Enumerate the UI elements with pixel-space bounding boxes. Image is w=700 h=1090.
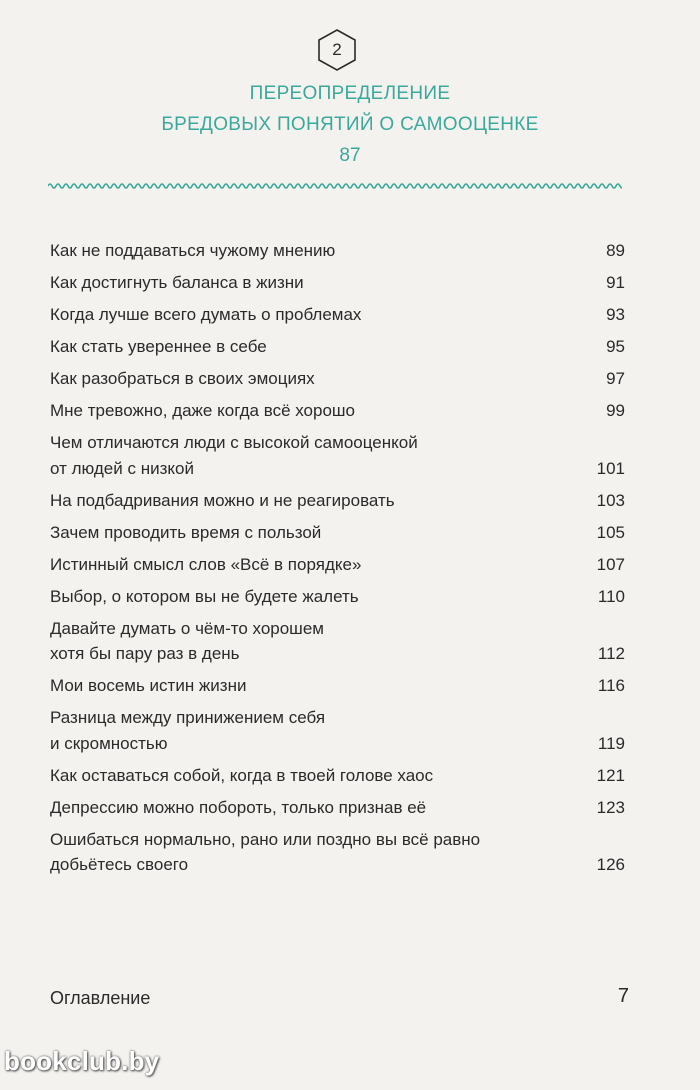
toc-entry-title: Ошибаться нормально, рано или поздно вы всё равно добьётесь своего	[50, 829, 481, 874]
toc-entry-page: 91	[606, 273, 625, 292]
watermark-logo: bookclub.by	[4, 1046, 160, 1076]
toc-entry	[50, 398, 625, 424]
toc-entry-page: 116	[597, 676, 625, 695]
toc-entry-title: Как достигнуть баланса в жизни	[50, 273, 304, 292]
toc-entry	[50, 705, 625, 756]
toc-entry	[50, 616, 625, 667]
toc-entry	[50, 552, 625, 578]
toc-entry	[50, 270, 625, 296]
toc-entry-page: 107	[596, 554, 625, 574]
toc-entry	[50, 302, 625, 328]
toc-entry	[50, 763, 625, 789]
toc-entry-page: 126	[596, 855, 625, 874]
chapter-page-number: 87	[339, 145, 361, 166]
toc-entry	[50, 488, 625, 514]
table-of-contents	[50, 238, 625, 884]
toc-entry	[50, 673, 625, 699]
chapter-title-line1: ПЕРЕОПРЕДЕЛЕНИЕ	[249, 83, 451, 104]
toc-entry	[50, 366, 625, 392]
toc-entry-title: Как не поддаваться чужому мнению	[50, 241, 336, 260]
toc-entry-title: Выбор, о котором вы не будете жалеть	[50, 586, 359, 606]
toc-entry-title: Когда лучше всего думать о проблемах	[50, 305, 362, 324]
chapter-number-badge	[316, 28, 358, 72]
toc-entry-title: Депрессию можно побороть, только признав её	[50, 797, 427, 817]
running-footer-label: Оглавление	[50, 988, 151, 1008]
toc-entry-page: 110	[597, 586, 625, 606]
toc-entry-title: Как стать увереннее в себе	[50, 337, 267, 356]
toc-entry-title: Истинный смысл слов «Всё в порядке»	[50, 554, 362, 574]
toc-entry	[50, 334, 625, 360]
toc-entry	[50, 584, 625, 610]
toc-entry-page: 112	[597, 644, 625, 663]
toc-entry-title: На подбадривания можно и не реагировать	[50, 490, 395, 510]
toc-entry-title: Мои восемь истин жизни	[50, 676, 247, 695]
toc-entry	[50, 238, 625, 264]
toc-entry-title: Чем отличаются люди с высокой самооценкой от людей с низкой	[50, 433, 418, 478]
toc-entry-title: Мне тревожно, даже когда всё хорошо	[50, 401, 356, 420]
toc-entry-page: 105	[596, 522, 625, 542]
toc-entry-title: Зачем проводить время с пользой	[50, 522, 322, 542]
toc-entry-title: Разница между принижением себя и скромностью	[50, 708, 326, 753]
toc-entry-page: 95	[606, 337, 625, 356]
toc-entry-page: 97	[606, 369, 625, 388]
toc-entry-page: 89	[606, 241, 625, 260]
toc-entry-page: 123	[596, 797, 625, 817]
toc-entry-page: 99	[606, 401, 625, 420]
toc-entry-title: Как разобраться в своих эмоциях	[50, 369, 315, 388]
toc-entry-page: 93	[606, 305, 625, 324]
toc-entry-title: Давайте думать о чём-то хорошем хотя бы пару раз в день	[50, 618, 324, 663]
toc-entry-page: 101	[596, 458, 625, 478]
toc-entry-title: Как оставаться собой, когда в твоей голове хаос	[50, 765, 434, 785]
chapter-number: 2	[332, 40, 342, 59]
toc-entry	[50, 520, 625, 546]
toc-entry-page: 121	[596, 765, 625, 785]
toc-entry-page: 103	[596, 490, 625, 510]
toc-entry	[50, 795, 625, 821]
wavy-divider	[48, 180, 622, 192]
toc-entry	[50, 430, 625, 481]
chapter-title-line2: БРЕДОВЫХ ПОНЯТИЙ О САМООЦЕНКЕ	[161, 114, 539, 135]
toc-entry-page: 119	[597, 733, 625, 753]
footer-page-number: 7	[617, 985, 629, 1007]
toc-entry	[50, 827, 625, 878]
